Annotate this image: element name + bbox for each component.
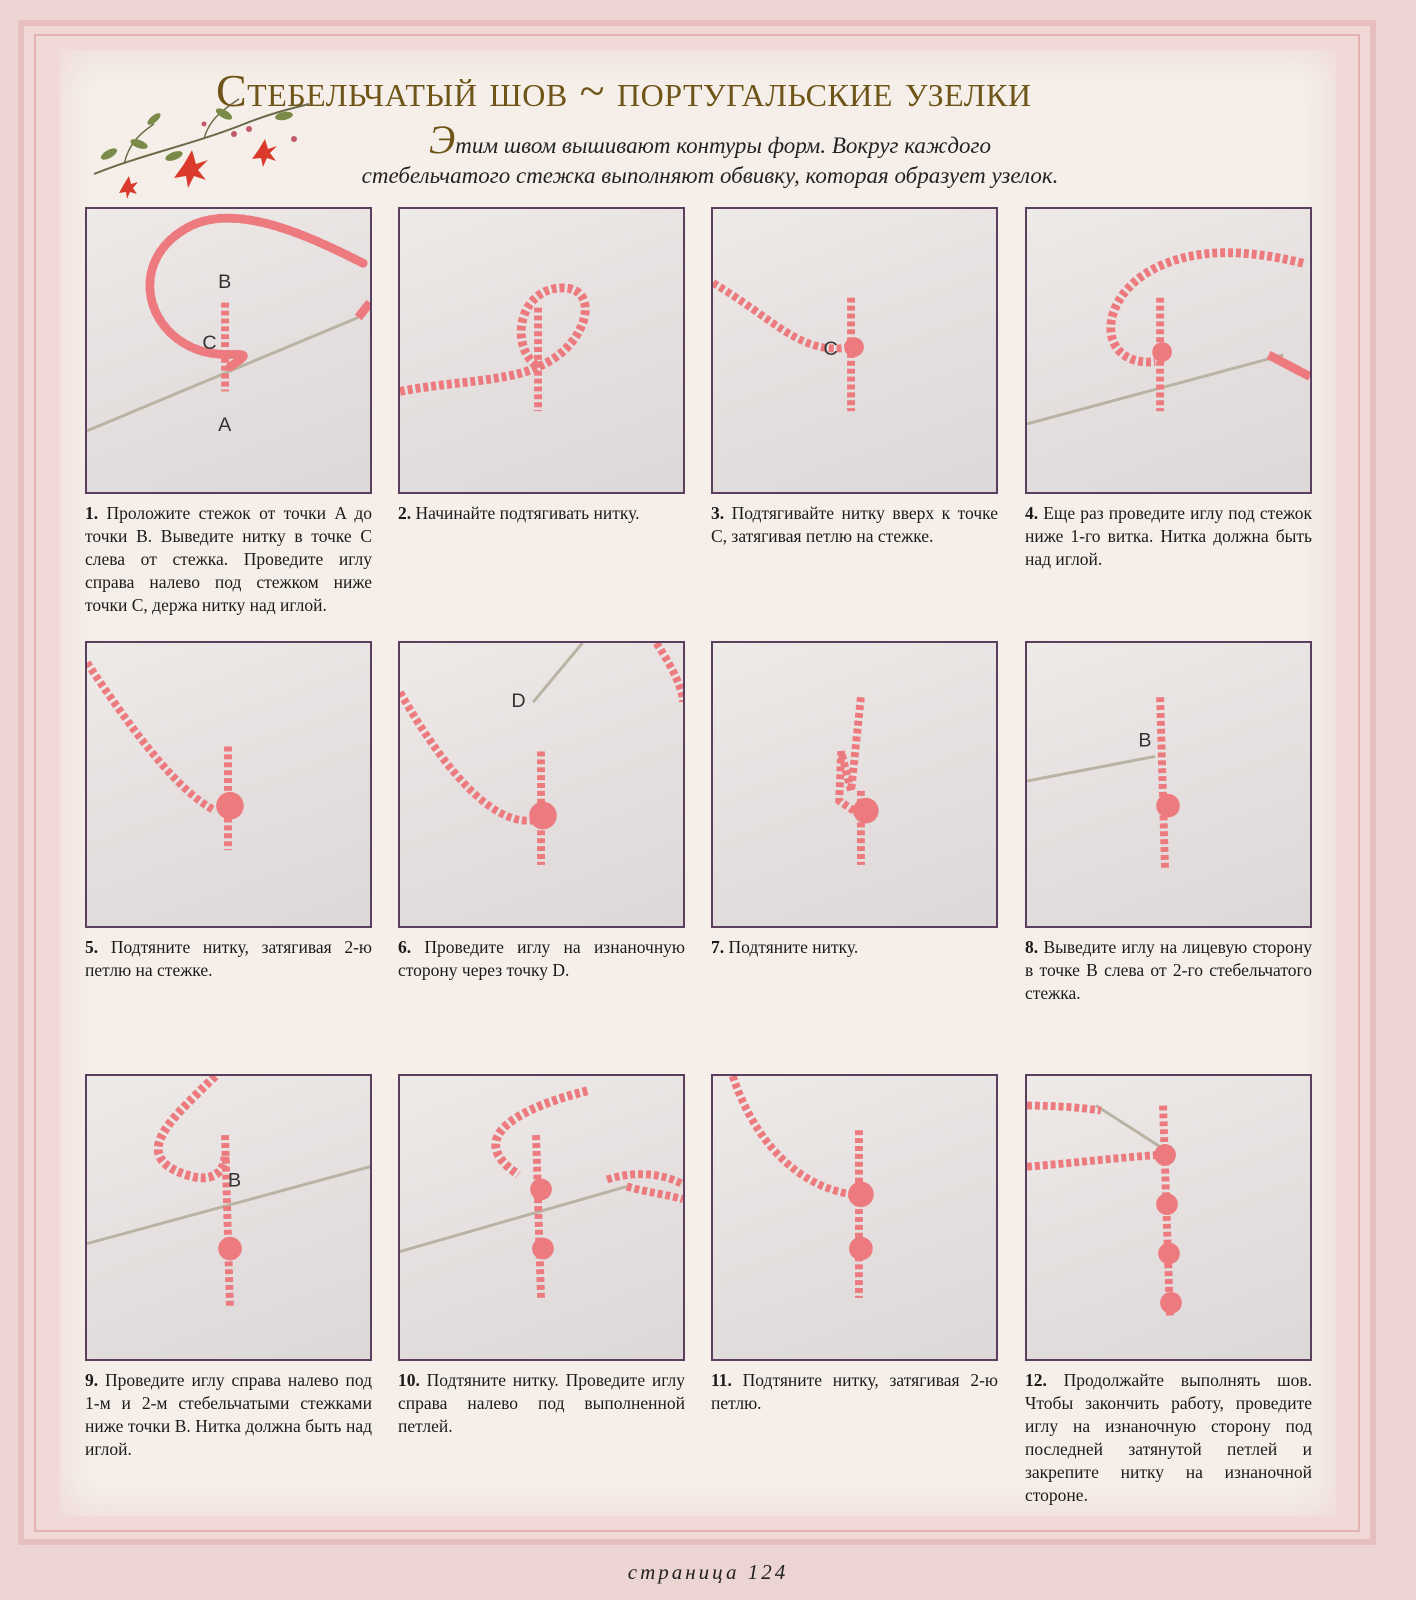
step-12	[1025, 1074, 1312, 1507]
point-label: D	[511, 690, 526, 713]
step-photo	[398, 1074, 685, 1361]
intro-line-2: стебельчатого стежка выполняют обвивку, которая образует узелок.	[361, 163, 1059, 188]
step-9	[85, 1074, 372, 1461]
drop-cap: Э	[429, 117, 456, 162]
step-photo	[85, 641, 372, 928]
step-7	[711, 641, 998, 959]
step-photo	[398, 207, 685, 494]
step-caption: 7. Подтяните нитку.	[711, 937, 859, 957]
point-label: B	[1138, 729, 1152, 752]
step-caption: 1. Проложите стежок от точки A до точки B. Выведите нитку в точке C слева от стежка. Проведите иглу справа налево под стежком ниже точки C, держа нитку над иглой.	[85, 503, 373, 615]
point-label: B	[228, 1169, 242, 1192]
step-4	[1025, 207, 1312, 571]
step-caption: 8. Выведите иглу на лицевую сторону в точке B слева от 2-го стебельчатого стежка.	[1025, 937, 1312, 1003]
step-photo	[85, 1074, 372, 1361]
point-label: A	[218, 413, 232, 436]
step-photo	[711, 207, 998, 494]
point-label: C	[823, 337, 838, 360]
needle-icon	[533, 643, 582, 702]
step-photo	[711, 1074, 998, 1361]
step-caption: 5. Подтяните нитку, затягивая 2-ю петлю на стежке.	[85, 937, 372, 980]
intro-text	[300, 117, 1120, 191]
step-2	[398, 207, 685, 525]
step-6	[398, 641, 685, 982]
step-photo	[1025, 1074, 1312, 1361]
point-label: C	[202, 332, 217, 355]
step-3	[711, 207, 998, 548]
step-caption: 9. Проведите иглу справа налево под 1-м и 2-м стебельчатыми стежками ниже точки B. Нитка должна быть над иглой.	[85, 1370, 372, 1459]
step-caption: 12. Продолжайте выполнять шов. Чтобы закончить работу, проведите иглу на изнаночную сторону под последней затянутой петлей и закрепите нитку на изнаночной стороне.	[1025, 1370, 1312, 1505]
step-photo	[1025, 641, 1312, 928]
step-photo	[398, 641, 685, 928]
needle-icon	[1027, 756, 1155, 781]
step-5	[85, 641, 372, 982]
step-photo	[1025, 207, 1312, 494]
page-title: Стебельчатый шов ~ португальские узелки	[216, 65, 1032, 116]
needle-icon	[1096, 1106, 1165, 1150]
needle-icon	[400, 1186, 627, 1251]
step-11	[711, 1074, 998, 1415]
step-photo	[85, 207, 372, 494]
intro-line-1: тим швом вышивают контуры форм. Вокруг каждого	[455, 133, 991, 158]
page-number: страница 124	[627, 1560, 789, 1584]
point-label: B	[218, 270, 232, 293]
step-caption: 2. Начинайте подтягивать нитку.	[398, 503, 640, 523]
step-caption: 10. Подтяните нитку. Проведите иглу справа налево под выполненной петлей.	[398, 1370, 685, 1436]
step-8	[1025, 641, 1312, 1005]
step-caption: 4. Еще раз проведите иглу под стежок ниже 1-го витка. Нитка должна быть над иглой.	[1025, 503, 1312, 569]
step-1	[85, 207, 372, 617]
step-10	[398, 1074, 685, 1438]
step-caption: 6. Проведите иглу на изнаночную сторону через точку D.	[398, 937, 686, 980]
step-caption: 3. Подтягивайте нитку вверх к точке C, затягивая петлю на стежке.	[711, 503, 998, 546]
step-photo	[711, 641, 998, 928]
step-caption: 11. Подтяните нитку, затягивая 2-ю петлю.	[711, 1370, 998, 1413]
